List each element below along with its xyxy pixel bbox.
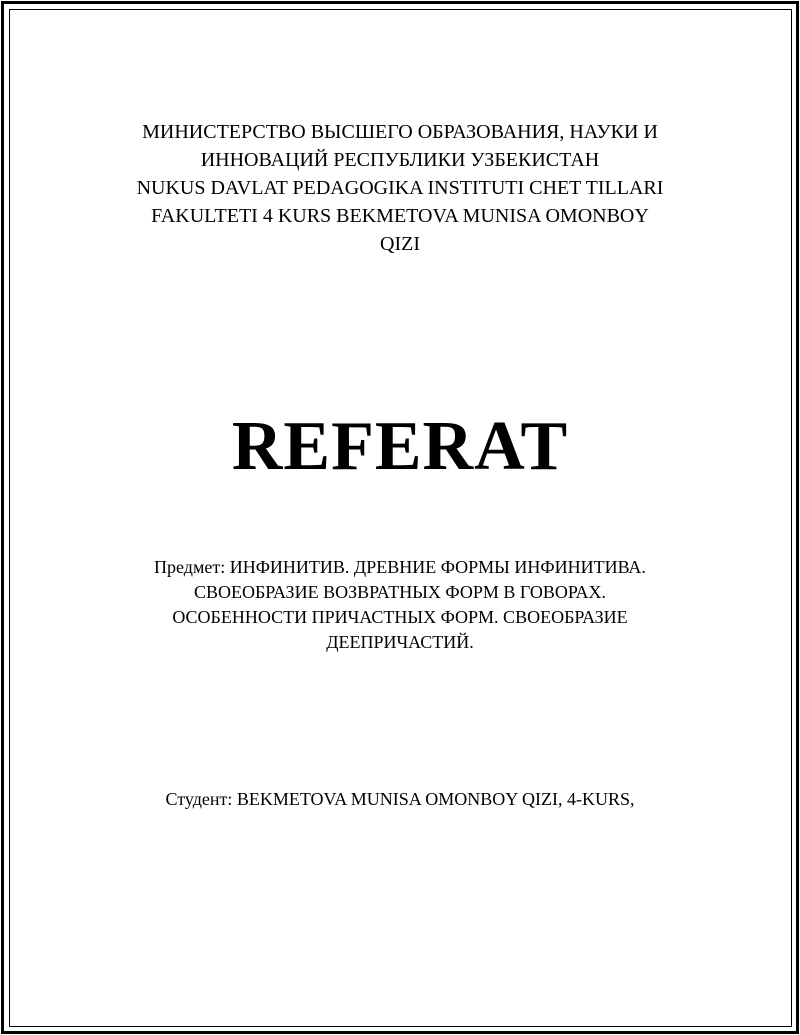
subject-line: ОСОБЕННОСТИ ПРИЧАСТНЫХ ФОРМ. СВОЕОБРАЗИЕ <box>172 607 628 627</box>
heading-line: МИНИСТЕРСТВО ВЫСШЕГО ОБРАЗОВАНИЯ, НАУКИ И <box>142 121 658 143</box>
heading-line: QIZI <box>380 233 420 255</box>
institution-heading <box>0 118 800 258</box>
subject-line: Предмет: ИНФИНИТИВ. ДРЕВНИЕ ФОРМЫ ИНФИНИТИВА. <box>154 557 646 577</box>
subject-line: СВОЕОБРАЗИЕ ВОЗВРАТНЫХ ФОРМ В ГОВОРАХ. <box>193 582 607 602</box>
document-title: REFERAT <box>231 408 569 485</box>
heading-line: FAKULTETI 4 KURS BEKMETOVA MUNISA OMONBOY <box>151 205 649 227</box>
student-info: Студент: BEKMETOVA MUNISA OMONBOY QIZI, 4-KURS, <box>165 789 635 809</box>
heading-line: ИННОВАЦИЙ РЕСПУБЛИКИ УЗБЕКИСТАН <box>200 149 600 171</box>
subject-description <box>0 555 800 655</box>
heading-line: NUKUS DAVLAT PEDAGOGIKA INSTITUTI CHET TILLARI <box>136 177 664 199</box>
subject-line: ДЕЕПРИЧАСТИЙ. <box>326 632 474 652</box>
